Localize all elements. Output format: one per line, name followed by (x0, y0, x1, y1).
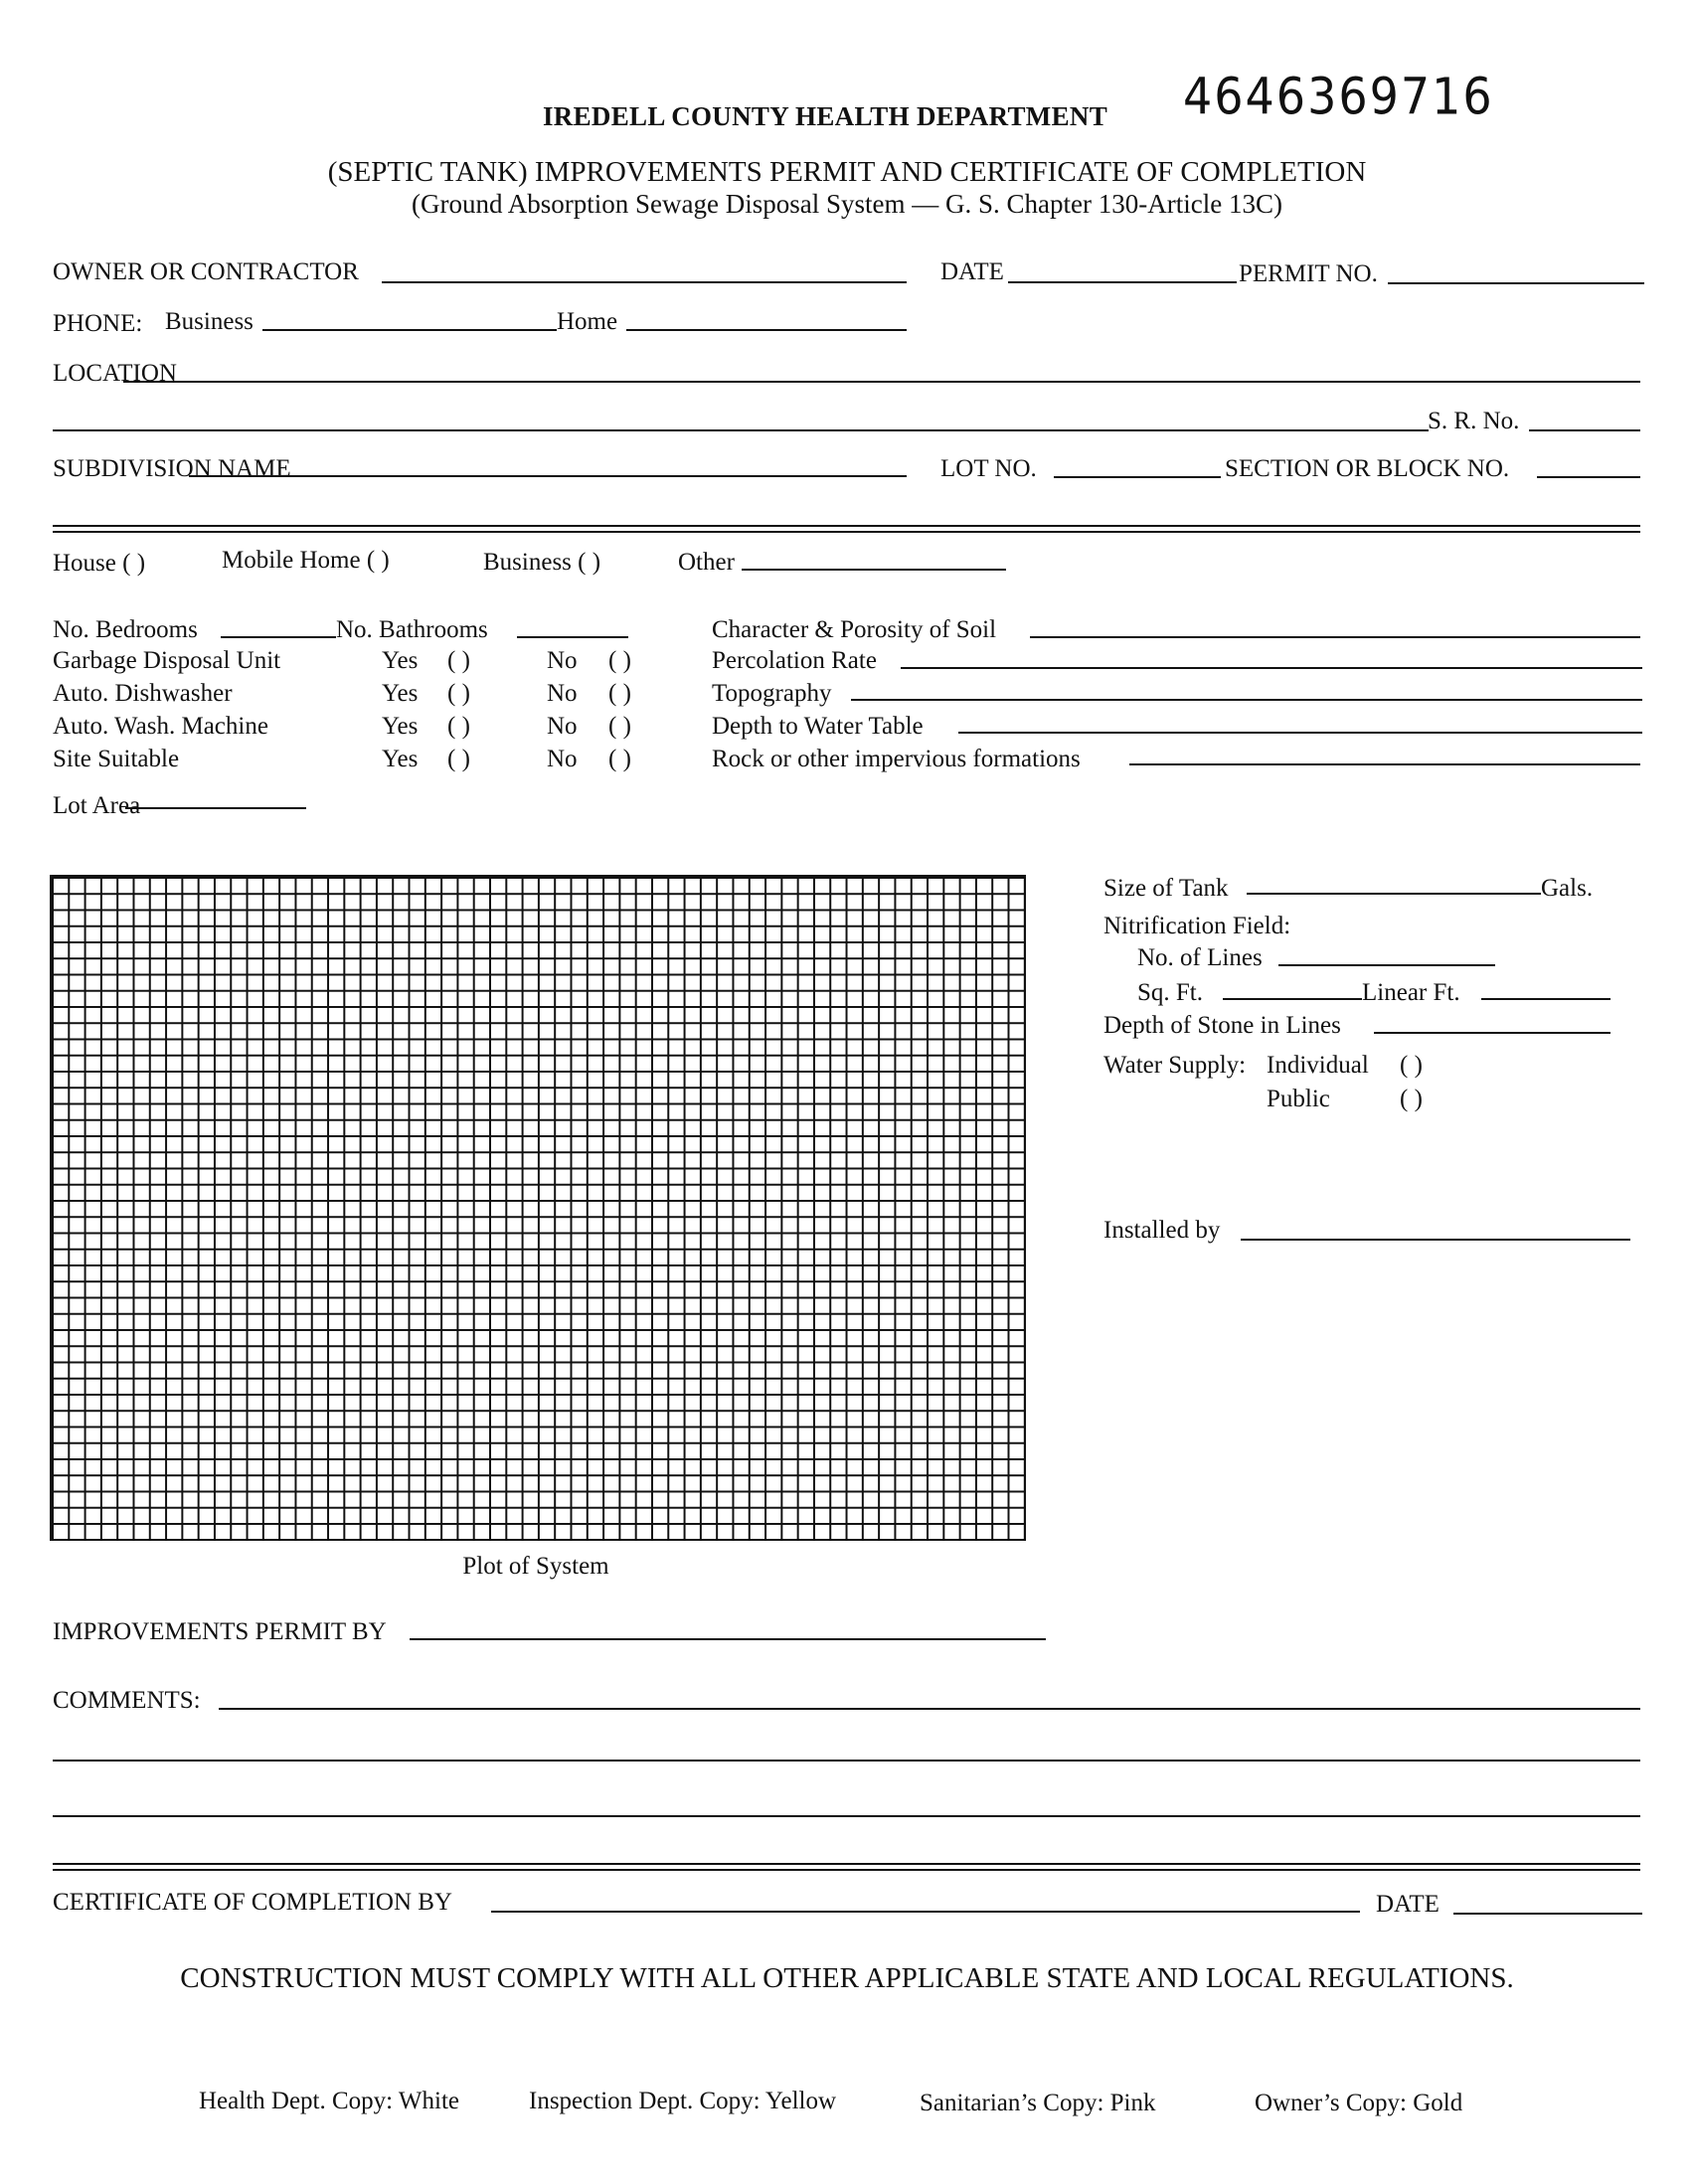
tank-size-label: Size of Tank (1103, 875, 1229, 902)
department-title: IREDELL COUNTY HEALTH DEPARTMENT (543, 101, 1108, 131)
improvements-permit-label: IMPROVEMENTS PERMIT BY (53, 1618, 387, 1645)
bathrooms-field[interactable] (517, 636, 628, 638)
topography-label: Topography (712, 680, 832, 707)
form-subtitle: (Ground Absorption Sewage Disposal System — G. S. Chapter 130-Article 13C) (412, 189, 1282, 219)
business-phone-label: Business (165, 308, 254, 335)
public-checkbox[interactable]: ( ) (1400, 1086, 1423, 1112)
owner-label: OWNER OR CONTRACTOR (53, 258, 359, 285)
plot-of-system-grid[interactable] (50, 875, 1026, 1541)
stone-depth-field[interactable] (1374, 1032, 1610, 1034)
yes-label: Yes (382, 713, 419, 740)
lot-no-label: LOT NO. (940, 455, 1037, 482)
no-label: No (547, 647, 578, 674)
comments-label: COMMENTS: (53, 1687, 201, 1714)
soil-character-label: Character & Porosity of Soil (712, 616, 997, 643)
stone-depth-label: Depth of Stone in Lines (1103, 1012, 1341, 1039)
date-field[interactable] (1008, 281, 1237, 283)
soil-character-field[interactable] (1030, 636, 1640, 638)
copy-distribution-health: Health Dept. Copy: White (199, 2088, 459, 2114)
comments-field-line-2[interactable] (53, 1760, 1640, 1762)
gals-label: Gals. (1541, 875, 1594, 902)
no-label: No (547, 746, 578, 772)
no-checkbox[interactable]: ( ) (608, 647, 631, 674)
certificate-label: CERTIFICATE OF COMPLETION BY (53, 1889, 452, 1916)
permit-no-label: PERMIT NO. (1239, 260, 1378, 287)
handwritten-document-number: 4646369716 (1183, 67, 1494, 126)
location-line2-field[interactable] (53, 429, 1429, 431)
installed-by-label: Installed by (1103, 1217, 1221, 1244)
no-checkbox[interactable]: ( ) (608, 713, 631, 740)
comments-field-line-3[interactable] (53, 1815, 1640, 1817)
home-phone-label: Home (557, 308, 618, 335)
section-block-field[interactable] (1537, 476, 1640, 478)
bedrooms-field[interactable] (221, 636, 336, 638)
appliance-label: Garbage Disposal Unit (53, 647, 281, 674)
section-divider (53, 1863, 1640, 1871)
public-label: Public (1267, 1086, 1330, 1112)
yes-label: Yes (382, 746, 419, 772)
subdivision-label: SUBDIVISION NAME (53, 455, 291, 482)
water-supply-label: Water Supply: (1103, 1052, 1247, 1079)
mobile-home-checkbox[interactable]: Mobile Home ( ) (222, 547, 390, 574)
subdivision-field[interactable] (189, 475, 907, 477)
copy-distribution-sanitarian: Sanitarian’s Copy: Pink (920, 2090, 1156, 2116)
house-checkbox[interactable]: House ( ) (53, 550, 146, 577)
yes-checkbox[interactable]: ( ) (447, 746, 470, 772)
yes-checkbox[interactable]: ( ) (447, 680, 470, 707)
yes-label: Yes (382, 680, 419, 707)
permit-no-field[interactable] (1388, 282, 1644, 284)
no-label: No (547, 713, 578, 740)
certificate-field[interactable] (491, 1911, 1360, 1913)
topography-field[interactable] (851, 699, 1642, 701)
lines-label: No. of Lines (1137, 944, 1263, 971)
business-checkbox[interactable]: Business ( ) (483, 549, 601, 576)
owner-field[interactable] (382, 281, 907, 283)
yes-checkbox[interactable]: ( ) (447, 713, 470, 740)
sr-no-field[interactable] (1529, 429, 1640, 431)
section-block-label: SECTION OR BLOCK NO. (1225, 455, 1510, 482)
phone-label: PHONE: (53, 310, 143, 337)
no-checkbox[interactable]: ( ) (608, 680, 631, 707)
appliance-label: Auto. Dishwasher (53, 680, 233, 707)
bathrooms-label: No. Bathrooms (336, 616, 488, 643)
lines-field[interactable] (1278, 964, 1495, 966)
improvements-permit-field[interactable] (410, 1638, 1046, 1640)
individual-label: Individual (1267, 1052, 1369, 1079)
linear-ft-label: Linear Ft. (1362, 979, 1460, 1006)
percolation-rate-field[interactable] (901, 667, 1642, 669)
copy-distribution-owner: Owner’s Copy: Gold (1255, 2090, 1463, 2116)
linear-ft-field[interactable] (1481, 998, 1610, 1000)
sqft-field[interactable] (1223, 998, 1362, 1000)
yes-label: Yes (382, 647, 419, 674)
no-label: No (547, 680, 578, 707)
section-divider (53, 525, 1640, 533)
compliance-notice: CONSTRUCTION MUST COMPLY WITH ALL OTHER APPLICABLE STATE AND LOCAL REGULATIONS. (180, 1962, 1514, 1994)
individual-checkbox[interactable]: ( ) (1400, 1052, 1423, 1079)
rock-formations-field[interactable] (1129, 763, 1640, 765)
lot-area-label: Lot Area (53, 792, 141, 819)
water-table-field[interactable] (958, 732, 1642, 734)
form-title: (SEPTIC TANK) IMPROVEMENTS PERMIT AND CERTIFICATE OF COMPLETION (327, 156, 1367, 188)
location-field[interactable] (123, 381, 1640, 383)
plot-caption: Plot of System (462, 1553, 609, 1580)
other-label: Other (678, 549, 735, 576)
nitrification-label: Nitrification Field: (1103, 913, 1291, 939)
business-phone-field[interactable] (262, 329, 557, 331)
rock-formations-label: Rock or other impervious formations (712, 746, 1081, 772)
comments-field-line-1[interactable] (219, 1708, 1640, 1710)
certificate-date-field[interactable] (1453, 1913, 1642, 1915)
certificate-date-label: DATE (1376, 1891, 1440, 1918)
date-label: DATE (940, 258, 1004, 285)
no-checkbox[interactable]: ( ) (608, 746, 631, 772)
yes-checkbox[interactable]: ( ) (447, 647, 470, 674)
sqft-label: Sq. Ft. (1137, 979, 1204, 1006)
lot-area-field[interactable] (125, 807, 306, 809)
lot-no-field[interactable] (1054, 476, 1221, 478)
appliance-label: Auto. Wash. Machine (53, 713, 268, 740)
tank-size-field[interactable] (1247, 893, 1541, 895)
copy-distribution-inspection: Inspection Dept. Copy: Yellow (529, 2088, 837, 2114)
sr-no-label: S. R. No. (1428, 408, 1520, 434)
other-field[interactable] (742, 569, 1006, 571)
water-table-label: Depth to Water Table (712, 713, 924, 740)
percolation-rate-label: Percolation Rate (712, 647, 877, 674)
location-label: LOCATION (53, 360, 177, 387)
installed-by-field[interactable] (1241, 1239, 1630, 1241)
home-phone-field[interactable] (626, 329, 907, 331)
bedrooms-label: No. Bedrooms (53, 616, 198, 643)
site-suitable-label: Site Suitable (53, 746, 180, 772)
